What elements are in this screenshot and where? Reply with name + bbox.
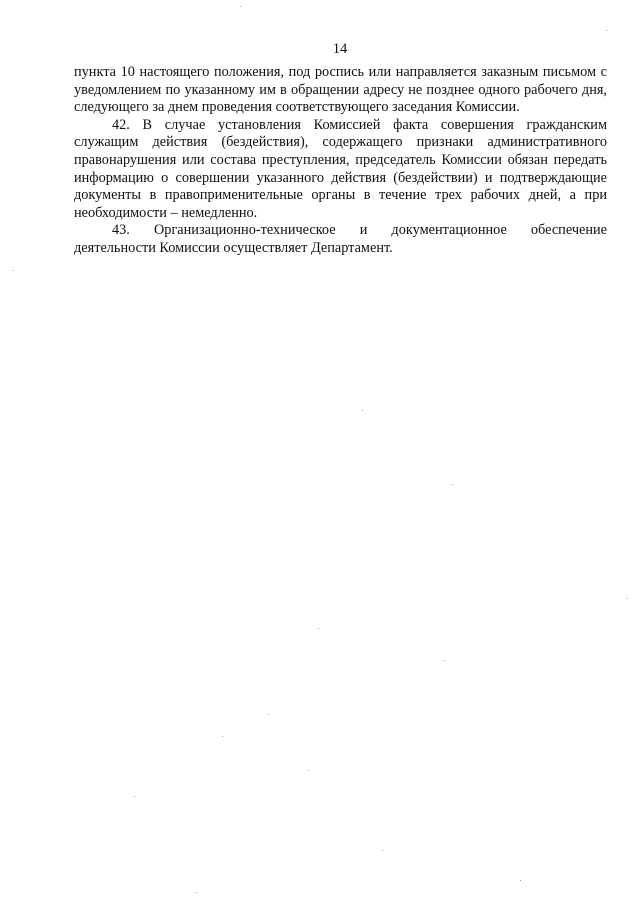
paragraph-continuation: пункта 10 настоящего положения, под роспись или направляется заказным письмом с уведомлением по указанному им в обращении адресу не позднее одного рабочего дня, следующего за днем проведения соответствующего заседания Комиссии. xyxy=(74,64,607,116)
page-number: 14 xyxy=(332,41,348,57)
document-body xyxy=(74,64,607,258)
paragraph-42: 42. В случае установления Комиссией факта совершения гражданским служащим действия (бездействия), содержащего признаки административного правонарушения или состава преступления, председатель Комиссии обязан передать информацию о совершении указанного действия (бездействии) и подтверждающие документы в правоприменительные органы в течение трех рабочих дней, а при необходимости – немедленно. xyxy=(74,116,607,221)
paragraph-43: 43. Организационно-техническое и документационное обеспечение деятельности Комиссии осуществляет Департамент. xyxy=(74,222,607,256)
